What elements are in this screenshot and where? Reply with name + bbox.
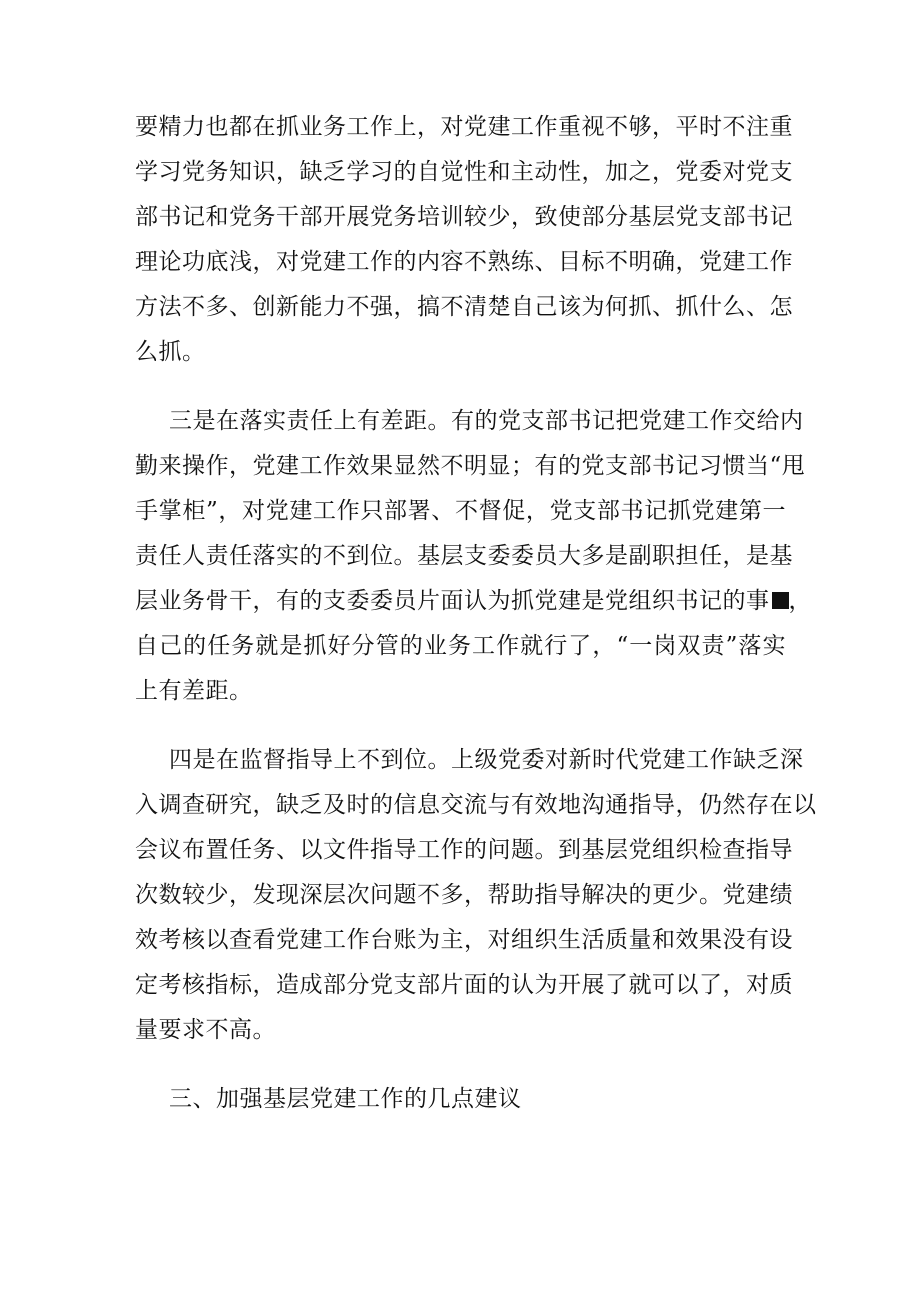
section-heading bbox=[135, 1077, 786, 1122]
paragraph-line-punct: ， bbox=[788, 588, 812, 614]
redaction-block-icon bbox=[772, 592, 789, 609]
paragraph-spacer bbox=[135, 375, 786, 399]
paragraph-spacer bbox=[135, 714, 786, 738]
paragraph-line: 四是在监督指导上不到位。上级党委对新时代党建工作缺乏深 bbox=[169, 747, 804, 773]
paragraph-line: 勤来操作，党建工作效果显然不明显；有的党支部书记习惯当“甩 bbox=[135, 453, 806, 479]
paragraph-line: 方法不多、创新能力不强，搞不清楚自己该为何抓、抓什么、怎 bbox=[135, 294, 793, 320]
paragraph-2 bbox=[135, 399, 812, 714]
paragraph-line: 上有差距。 bbox=[135, 678, 253, 704]
paragraph-line: 手掌柜”，对党建工作只部署、不督促，党支部书记抓党建第一 bbox=[135, 498, 786, 524]
paragraph-3 bbox=[135, 738, 817, 1053]
paragraph-line: 自己的任务就是抓好分管的业务工作就行了，“一岗双责”落实 bbox=[135, 633, 786, 659]
paragraph-line-text: 层业务骨干，有的支委委员片面认为抓党建是党组织书记的事 bbox=[135, 588, 770, 614]
paragraph-line: 要精力也都在抓业务工作上，对党建工作重视不够，平时不注重 bbox=[135, 114, 793, 140]
paragraph-line: 次数较少，发现深层次问题不多，帮助指导解决的更少。党建绩 bbox=[135, 882, 793, 908]
paragraph-line: 么抓。 bbox=[135, 339, 206, 365]
paragraph-line: 效考核以查看党建工作台账为主，对组织生活质量和效果没有设 bbox=[135, 927, 793, 953]
paragraph-line: 三是在落实责任上有差距。有的党支部书记把党建工作交给内 bbox=[169, 408, 804, 434]
paragraph-line: 责任人责任落实的不到位。基层支委委员大多是副职担任，是基 bbox=[135, 543, 793, 569]
paragraph-line: 学习党务知识，缺乏学习的自觉性和主动性，加之，党委对党支 bbox=[135, 159, 793, 185]
paragraph-line: 理论功底浅，对党建工作的内容不熟练、目标不明确，党建工作 bbox=[135, 249, 793, 275]
paragraph-line: 部书记和党务干部开展党务培训较少，致使部分基层党支部书记 bbox=[135, 204, 793, 230]
document-body bbox=[135, 105, 817, 1122]
paragraph-line bbox=[135, 579, 812, 624]
paragraph-line: 会议布置任务、以文件指导工作的问题。到基层党组织检查指导 bbox=[135, 837, 793, 863]
paragraph-line: 定考核指标，造成部分党支部片面的认为开展了就可以了，对质 bbox=[135, 972, 793, 998]
paragraph-line: 量要求不高。 bbox=[135, 1017, 276, 1043]
section-heading-text: 三、加强基层党建工作的几点建议 bbox=[169, 1086, 522, 1112]
paragraph-1 bbox=[135, 105, 793, 375]
paragraph-line: 入调查研究，缺乏及时的信息交流与有效地沟通指导，仍然存在以 bbox=[135, 792, 817, 818]
paragraph-spacer bbox=[135, 1053, 786, 1077]
